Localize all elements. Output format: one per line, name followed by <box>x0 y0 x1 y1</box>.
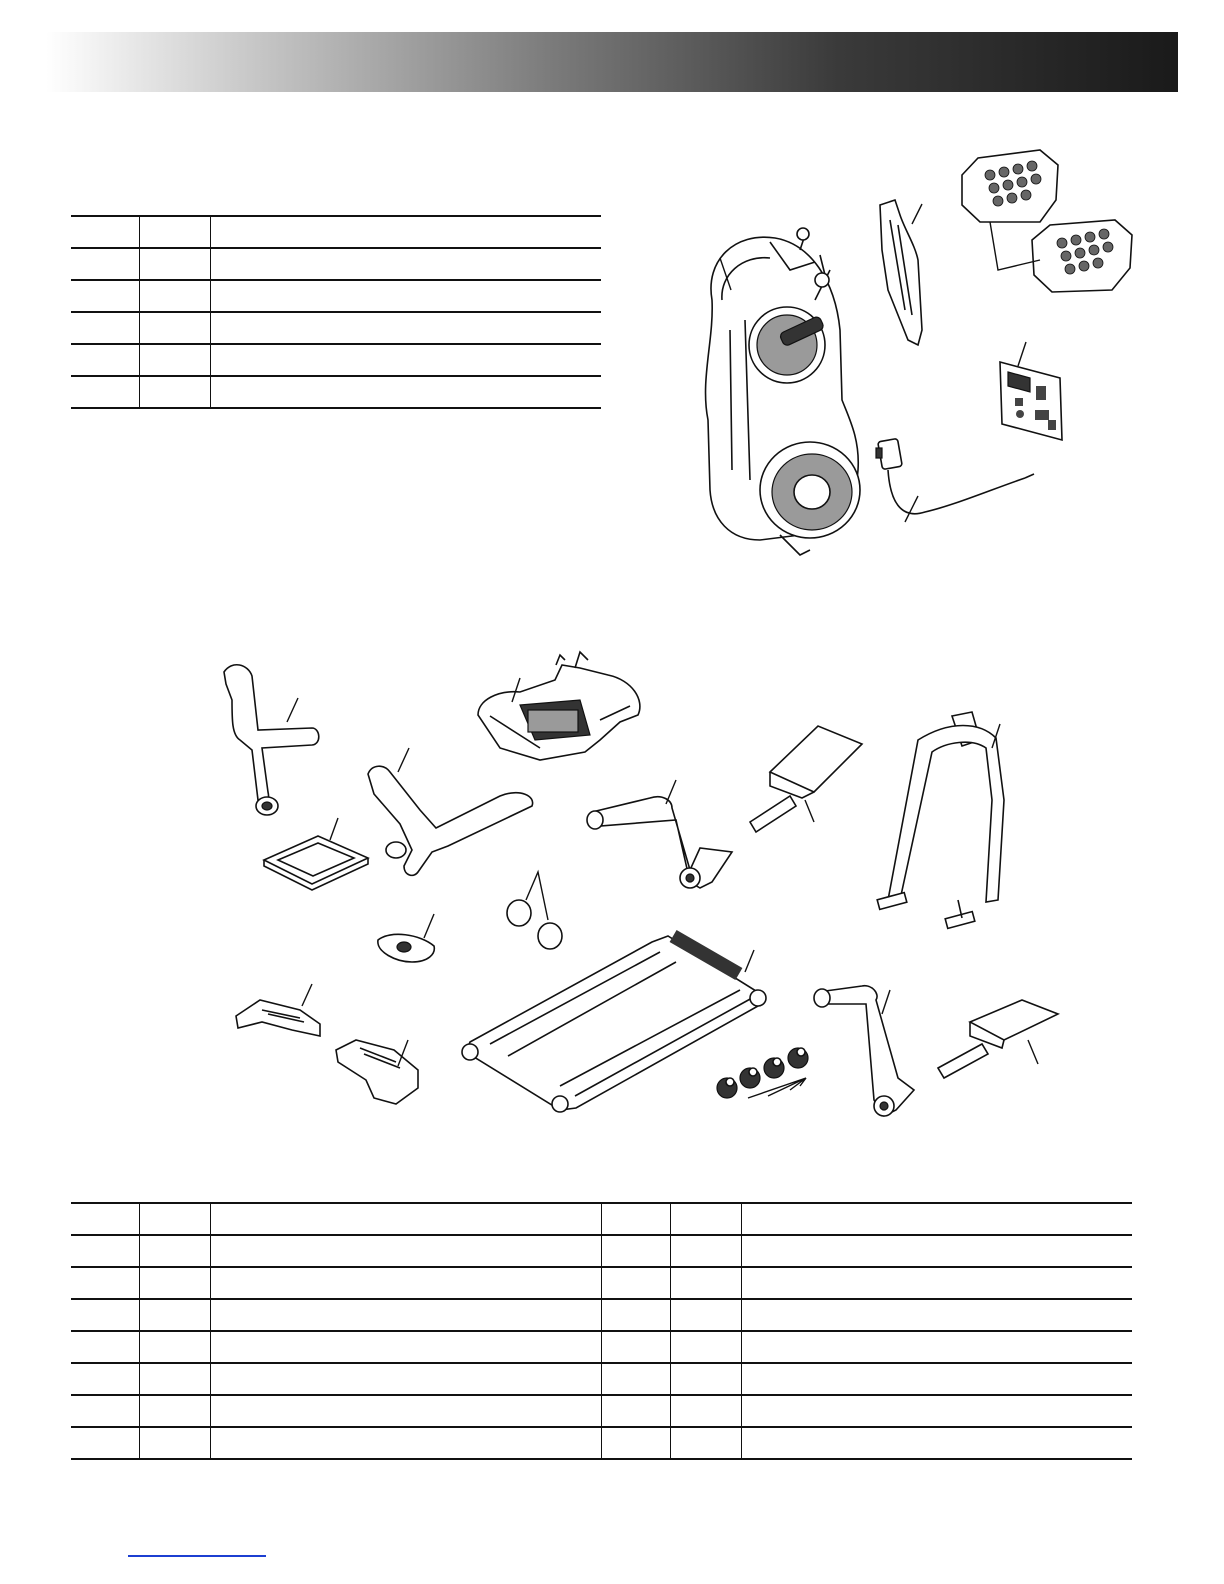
pedal-plate-2-icon <box>938 1000 1058 1078</box>
leveler-feet-icon <box>717 1048 808 1098</box>
pedal-pair-icon <box>962 150 1132 292</box>
left-handlebar-icon <box>224 665 319 815</box>
console-icon <box>478 652 640 760</box>
pedal-arm-2-icon <box>814 986 914 1116</box>
power-adapter-icon <box>876 438 1034 522</box>
clip-pair-icon <box>507 872 562 949</box>
cover-right-icon <box>336 1040 418 1104</box>
upright-support-icon <box>877 712 1004 928</box>
cap-icon <box>378 914 434 962</box>
pedal-plate-icon <box>750 726 862 832</box>
main-frame-housing-icon <box>706 228 860 555</box>
side-cover-icon <box>880 200 922 345</box>
manual-icon <box>264 818 368 890</box>
right-handlebar-icon <box>368 748 533 875</box>
cover-left-icon <box>236 984 320 1036</box>
pedal-arm-icon <box>587 780 732 888</box>
footer-link-underline[interactable] <box>128 1555 266 1557</box>
control-board-icon <box>1000 342 1062 440</box>
